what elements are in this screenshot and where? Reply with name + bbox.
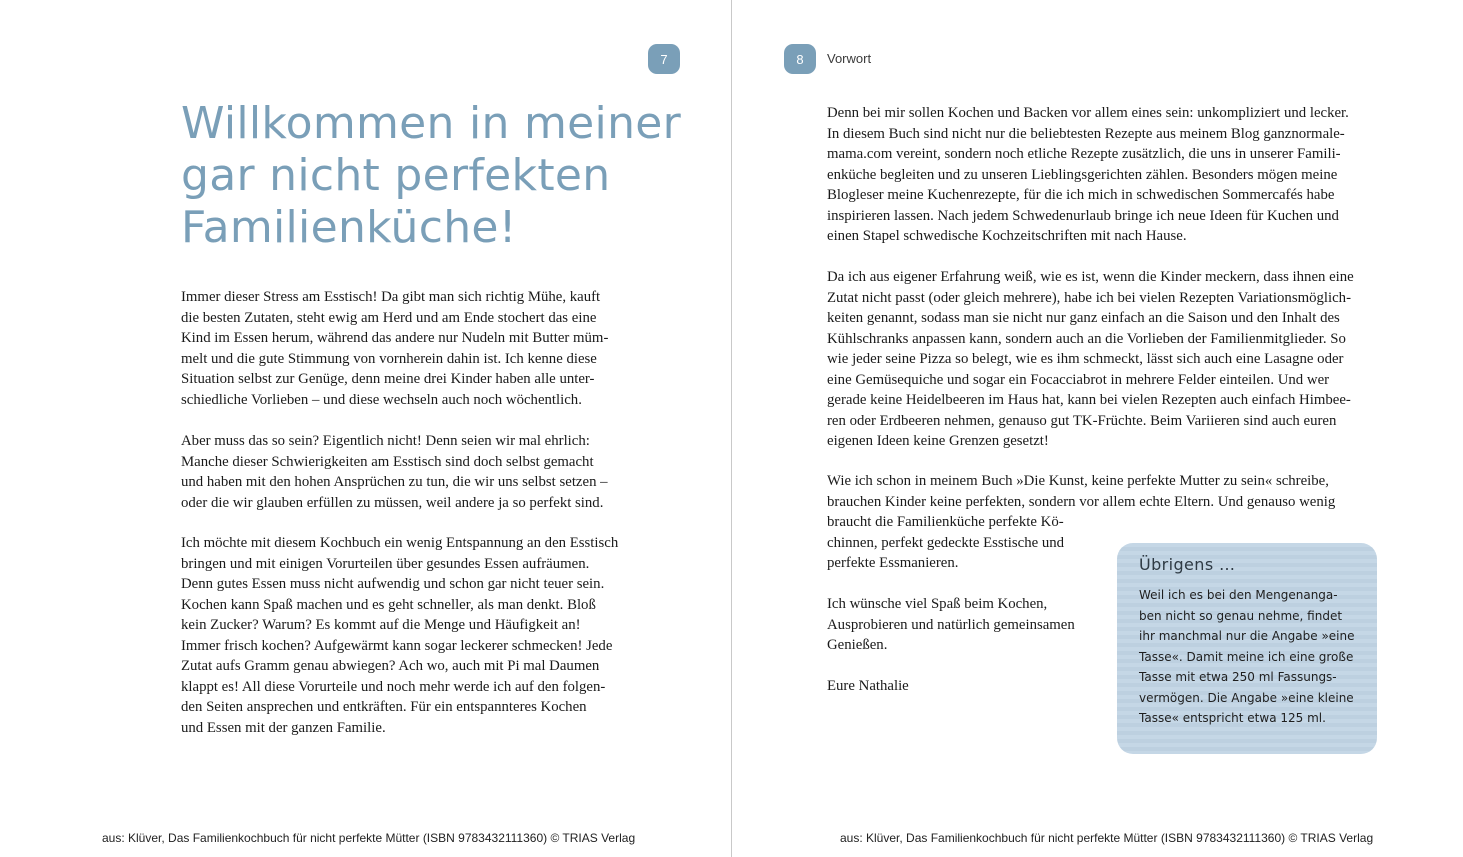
chapter-title — [181, 98, 681, 254]
text-line: und haben mit den hohen Ansprüchen zu tun, die wir uns selbst setzen – — [181, 474, 608, 490]
text-line: Eure Nathalie — [827, 678, 909, 694]
text-line: Zutat nicht passt (oder gleich mehrere), habe ich bei vielen Rezepten Variationsmöglich- — [827, 289, 1352, 306]
text-line: braucht die Familienküche perfekte Kö- — [827, 514, 1064, 530]
text-line: Denn bei mir sollen Kochen und Backen vor allem eines sein: unkompliziert und lecker. — [827, 105, 1349, 121]
text-line: Weil ich es bei den Mengenanga- — [1139, 588, 1338, 602]
right-page — [732, 0, 1463, 857]
text-line: chinnen, perfekt gedeckte Esstische und — [827, 534, 1065, 551]
text-line: brauchen Kinder keine perfekten, sondern vor allem echte Eltern. Und genauso wenig — [827, 493, 1336, 510]
text-line: bringen und mit einigen Vorurteilen über gesundes Essen aufräumen. — [181, 555, 590, 572]
signature-line — [827, 676, 909, 697]
text-line: und Essen mit der ganzen Familie. — [181, 719, 386, 736]
text-line: Tasse« entspricht etwa 125 ml. — [1139, 711, 1326, 725]
text-line: melt und die gute Stimmung von vornherein dahin ist. Ich kenne diese — [181, 350, 597, 367]
title-line: gar nicht perfekten — [181, 150, 611, 201]
paragraph — [827, 594, 1075, 656]
text-line: Ausprobieren und natürlich gemeinsamen — [827, 616, 1075, 633]
left-page — [0, 0, 731, 857]
text-line: Aber muss das so sein? Eigentlich nicht! Denn seien wir mal ehrlich: — [181, 433, 590, 449]
text-line: Tasse«. Damit meine ich eine große — [1139, 649, 1354, 664]
text-line: Wie ich schon in meinem Buch »Die Kunst, keine perfekte Mutter zu sein« schreibe, — [827, 473, 1329, 489]
paragraph — [827, 267, 1354, 452]
text-line: ren oder Erdbeeren nehmen, genauso gut TK-Früchte. Beim Variieren sind auch euren — [827, 412, 1337, 429]
text-line: eine Gemüsequiche und sogar ein Focacciabrot in mehrere Felder einteilen. Und wer — [827, 371, 1330, 388]
text-line: Kind im Essen herum, während das andere nur Nudeln mit Butter müm- — [181, 330, 609, 346]
text-line: gerade keine Heidelbeeren im Haus hat, kann bei vielen Rezepten auch einfach Himbee- — [827, 392, 1351, 408]
text-line: klappt es! All diese Vorurteile und noch mehr werde ich auf den folgen- — [181, 678, 606, 695]
source-footer: aus: Klüver, Das Familienkochbuch für nicht perfekte Mütter (ISBN 9783432111360) © TRIAS Verlag — [102, 831, 636, 845]
text-line: kein Zucker? Warum? Es kommt auf die Menge und Häufigkeit an! — [181, 617, 581, 633]
text-line: wie jeder seine Pizza so belegt, wie es ihm schmeckt, lässt sich auch eine Lasagne oder — [827, 351, 1344, 367]
text-line: Ich möchte mit diesem Kochbuch ein wenig Entspannung an den Esstisch — [181, 535, 619, 551]
text-line: Tasse mit etwa 250 ml Fassungs- — [1139, 670, 1337, 684]
text-line: Kochen kann Spaß machen und es geht schneller, als man denkt. Bloß — [181, 596, 596, 613]
source-footer: aus: Klüver, Das Familienkochbuch für nicht perfekte Mütter (ISBN 9783432111360) © TRIAS Verlag — [840, 831, 1374, 845]
text-line: Situation selbst zur Genüge, denn meine drei Kinder haben alle unter- — [181, 371, 595, 387]
text-line: enküche begleiten und zu unseren Lieblingsgerichten zählen. Besonders mögen meine — [827, 166, 1338, 183]
text-line: schiedliche Vorlieben – und diese wechseln auch noch wöchentlich. — [181, 391, 582, 408]
text-line: In diesem Buch sind nicht nur die beliebtesten Rezepte aus meinem Blog ganznormale- — [827, 125, 1345, 142]
text-line: Manche dieser Schwierigkeiten am Esstisch sind doch selbst gemacht — [181, 453, 594, 470]
text-line: keiten genannt, sodass man sie nicht nur ganz einfach an die Saison und den Inhalt des — [827, 310, 1340, 326]
title-line: Willkommen in meiner — [181, 98, 682, 149]
text-line: ben nicht so genau nehme, findet — [1139, 608, 1343, 623]
sidebar-title: Übrigens … — [1139, 555, 1236, 574]
text-line: den Seiten ansprechen und entkräften. Für ein entspannteres Kochen — [181, 699, 587, 715]
paragraph — [181, 533, 618, 738]
page-number-badge: 7 — [648, 44, 680, 74]
text-line: Denn gutes Essen muss nicht aufwendig und schon gar nicht teuer sein. — [181, 576, 605, 592]
text-line: Ich wünsche viel Spaß beim Kochen, — [827, 596, 1048, 612]
text-line: ihr manchmal nur die Angabe »eine — [1139, 629, 1355, 643]
text-line: die besten Zutaten, steht ewig am Herd und am Ende stochert das eine — [181, 309, 597, 326]
paragraph — [181, 431, 608, 513]
title-line: Familienküche! — [181, 202, 517, 253]
info-sidebar-box — [1117, 543, 1377, 754]
text-line: vermögen. Die Angabe »eine kleine — [1139, 690, 1354, 705]
text-line: inspirieren lassen. Nach jedem Schwedenurlaub bringe ich neue Ideen für Kuchen und — [827, 207, 1339, 224]
paragraph — [181, 287, 608, 410]
text-line: mama.com vereint, sondern noch etliche Rezepte zusätzlich, die uns in unserer Famili- — [827, 146, 1341, 162]
text-line: Blogleser meine Kuchenrezepte, für die ich mich in schwedischen Sommercafés habe — [827, 187, 1335, 203]
page-number-badge: 8 — [784, 44, 816, 74]
text-line: perfekte Essmanieren. — [827, 555, 959, 571]
text-line: Immer dieser Stress am Esstisch! Da gibt man sich richtig Mühe, kauft — [181, 289, 601, 305]
section-label: Vorwort — [827, 51, 872, 66]
sidebar-text — [1139, 585, 1354, 729]
text-line: Zutat aufs Gramm genau abwiegen? Ach wo, auch mit Pi mal Daumen — [181, 658, 600, 674]
text-line: einen Stapel schwedische Kochzeitschriften mit nach Hause. — [827, 228, 1187, 244]
text-line: Kühlschranks anpassen kann, sondern auch an die Vorlieben der Familienmitglieder. So — [827, 330, 1346, 347]
text-line: eigenen Ideen keine Grenzen gesetzt! — [827, 433, 1049, 449]
text-line: oder die wir glauben erfüllen zu müssen, weil andere ja so perfekt sind. — [181, 494, 604, 511]
text-line: Immer frisch kochen? Aufgewärmt kann sogar leckerer schmecken! Jede — [181, 637, 613, 654]
text-line: Da ich aus eigener Erfahrung weiß, wie es ist, wenn die Kinder meckern, dass ihnen eine — [827, 269, 1354, 285]
paragraph — [827, 103, 1349, 247]
text-line: Genießen. — [827, 637, 888, 653]
